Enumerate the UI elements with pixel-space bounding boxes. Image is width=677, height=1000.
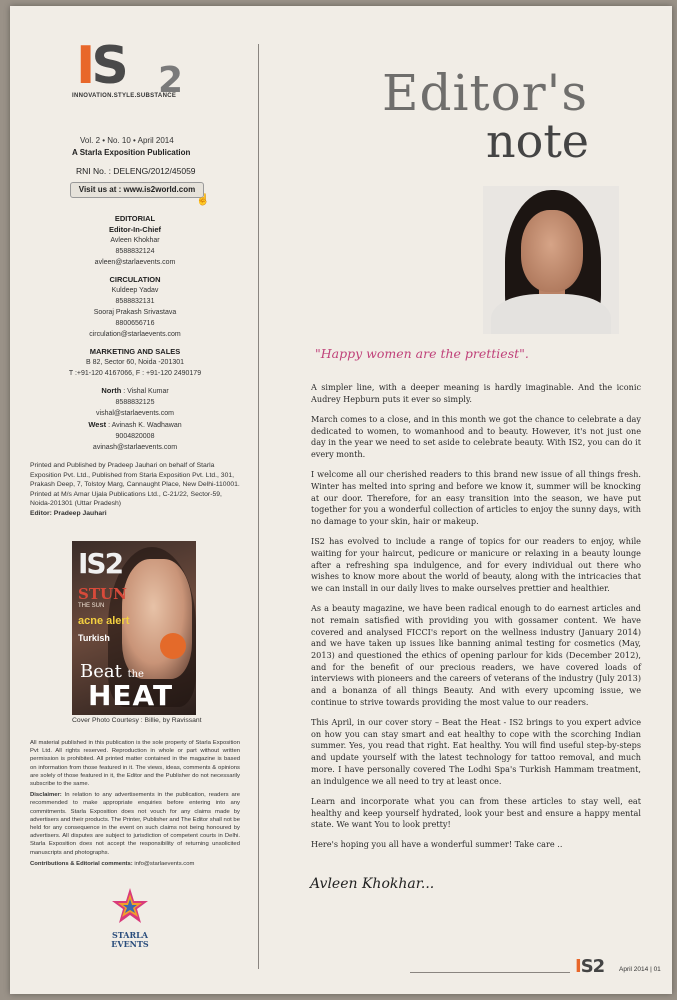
cover-line-6: HEAT xyxy=(88,679,174,712)
editor-signature: Avleen Khokhar... xyxy=(310,876,435,892)
cover-line-5b: the xyxy=(127,669,144,680)
paragraph: Here's hoping you all have a wonderful summer! Take care .. xyxy=(311,839,563,850)
cover-line-3: acne alert xyxy=(78,615,130,627)
cover-logo: IS2 xyxy=(78,547,123,580)
column-divider xyxy=(258,44,259,969)
contributions-email: info@starlaevents.com xyxy=(132,860,195,867)
footer-logo: IS2 xyxy=(575,956,605,977)
website-link[interactable]: Visit us at : www.is2world.com xyxy=(70,182,204,198)
marketing-heading: MARKETING AND SALES xyxy=(89,347,181,356)
circulation-name-1: Kuldeep Yadav xyxy=(111,287,159,294)
imprint-block xyxy=(30,461,240,518)
magazine-page xyxy=(10,6,672,994)
circulation-phone-1: 8588832131 xyxy=(115,298,155,305)
hand-cursor-icon: ☝ xyxy=(196,194,210,206)
west-name: : Avinash K. Wadhawan xyxy=(106,422,182,429)
editor-note-body xyxy=(311,382,641,860)
note-title-editors: Editor's xyxy=(382,64,588,122)
cover-line-4: Turkish xyxy=(78,633,110,643)
marketing-tel: T :+91-120 4167066, F : +91-120 2490179 xyxy=(68,370,202,377)
cover-badge xyxy=(160,633,186,659)
pull-quote: "Happy women are the prettiest". xyxy=(315,346,529,361)
paragraph: A simpler line, with a deeper meaning is hardly imaginable. And the iconic Audrey Hepburn puts it ever so simply. xyxy=(311,382,641,404)
north-name: : Vishal Kumar xyxy=(121,388,169,395)
issue-volume: Vol. 2 • No. 10 • April 2014 xyxy=(80,136,174,145)
tagline: INNOVATION.STYLE.SUBSTANCE xyxy=(72,93,177,99)
circulation-name-2: Sooraj Prakash Srivastava xyxy=(93,309,177,316)
star-icon xyxy=(110,886,150,926)
copyright-text: All material published in this publication is the sole property of Starla Exposition Pvt Ltd. All rights reserved. Reproduction in whole or part without written permission is prohibited. All printed matter contained in the magazine is based on information from those featured in it. The views, ideas, comments & opinions are solely of those featured in it, the Editor and the Publisher do not necessarily subscribe to the same. xyxy=(30,740,240,788)
editor-phone: 8588832124 xyxy=(115,248,155,255)
editor-photo xyxy=(483,186,619,334)
starla-events-logo xyxy=(94,886,166,949)
logo-two: 2 xyxy=(158,60,184,101)
paragraph: Learn and incorporate what you can from these articles to stay well, eat healthy and keep yourself hydrated, look your best and ensure a happy mental state. We want You to look pretty! xyxy=(311,795,641,830)
note-title-note: note xyxy=(486,114,590,168)
cover-line-1: STUN xyxy=(78,585,127,603)
north-phone: 8588832125 xyxy=(115,399,155,406)
circulation-email: circulation@starlaevents.com xyxy=(89,331,181,338)
west-phone: 9004820008 xyxy=(115,433,155,440)
imprint-editor: Editor: Pradeep Jauhari xyxy=(30,509,107,517)
paragraph: March comes to a close, and in this month we got the chance to celebrate a day dedicated to women, to womanhood and to beauty. However, it's not just one day in the year we need to set aside to celebrate beauty. With IS2, you can do it every month. xyxy=(311,413,641,460)
paragraph: This April, in our cover story – Beat the Heat - IS2 brings to you expert advice on how you can stay smart and eat healthy to cope with the scorching Indian summer. Yes, you read that right. Eat healthy. You will find useful step-by-steps and update yourself with the latest technology for tattoo removal, and much more. I have personally covered The Lodhi Spa's Turkish Hammam treatment, an indulgence we all need to try at least once. xyxy=(311,717,641,786)
cover-thumbnail xyxy=(72,541,196,715)
contributions-label: Contributions & Editorial comments: xyxy=(30,860,133,867)
publication-name: A Starla Exposition Publication xyxy=(72,148,191,157)
paragraph: As a beauty magazine, we have been radical enough to do earnest articles and not remain satisfied with providing you with gossamer content. We have covered and analysed FICCI's report on the wellness industry (January 2014) and we have taken up issues like banning animal testing for cosmetics (May, 2013) and questioned the ethics of opening parlour for kids (December 2012), and for the benefit of our precious readers, we have covered loads of interviews with pioneers and the careers of veterans of the industry (July 2013) and a bonanza of all things Beauty. And with every upcoming issue, we continue to strive towards providing the most value to our readers. xyxy=(311,603,641,707)
rni-number: RNI No. : DELENG/2012/45059 xyxy=(76,166,196,176)
cover-line-5: Beat xyxy=(80,661,122,682)
west-email: avinash@starlaevents.com xyxy=(92,444,178,451)
disclaimer-label: Disclaimer: xyxy=(30,792,62,799)
editor-name: Avleen Khokhar xyxy=(110,237,160,244)
paragraph: IS2 has evolved to include a range of topics for our readers to enjoy, while waiting for your haircut, pedicure or manicure or relaxing in a beauty lounge after a refreshing spa indulgence, and for every individual out there who wishes to know more about the world of beauty, along with the intricacies that we can install in our daily lives to make ourselves prettier and healthier. xyxy=(311,536,641,594)
imprint-text: Printed and Published by Pradeep Jauhari on behalf of Starla Exposition Pvt. Ltd., Published from Starla Exposition Pvt. Ltd., 301, Prakash Deep, 7, Tolstoy Marg, Cannaught Place, New Delhi-110001. Printed at M/s Amar Ujala Publications Ltd., C-21/22, Sector-59, Noida-201301 (Uttar Pradesh) xyxy=(30,462,240,507)
editorial-block xyxy=(30,213,240,453)
disclaimer-text: In relation to any advertisements in the publication, readers are recommended to make appropriate enquiries before entering into any commitments. Starla Exposition does not vouch for any claims made by advertisers and their products. The Printer, Publisher and The Editor shall not be held for any consequence in the event on such claims not being honoured by advertisers. All disputes are subject to jurisdiction of competent courts in Delhi. Starla Exposition does not accept the responsibility of returning unsolicited manuscripts and photographs. xyxy=(30,792,240,856)
footer-rule xyxy=(410,972,570,973)
page-folio: April 2014 | 01 xyxy=(619,966,661,973)
legal-block xyxy=(30,739,240,868)
starla-line-1: STARLA xyxy=(112,930,148,940)
logo-i: I xyxy=(76,36,92,96)
west-label: West xyxy=(88,420,107,429)
north-label: North xyxy=(101,386,122,395)
logo-s: S xyxy=(91,36,125,96)
marketing-address: B 82, Sector 60, Noida -201301 xyxy=(85,359,185,366)
north-email: vishal@starlaevents.com xyxy=(96,410,174,417)
circulation-heading: CIRCULATION xyxy=(109,275,161,284)
circulation-phone-2: 8800656716 xyxy=(115,320,155,327)
paragraph: I welcome all our cherished readers to this brand new issue of all things fresh. Winter has melted into spring and before we know it, summer will be knocking at our door. Therefore, for an easy transition into the season, we have put together for you a wonderful collection of articles to enjoy the sunny days, with no damage to your skin, hair or makeup. xyxy=(311,469,641,527)
editorial-role: Editor-In-Chief xyxy=(108,225,162,234)
editorial-heading: EDITORIAL xyxy=(114,214,156,223)
starla-line-2: EVENTS xyxy=(111,939,149,949)
cover-line-2: THE SUN xyxy=(78,603,105,609)
editor-email: avleen@starlaevents.com xyxy=(94,259,176,266)
cover-credit: Cover Photo Courtesy : Billie, by Ravissant xyxy=(72,717,202,724)
